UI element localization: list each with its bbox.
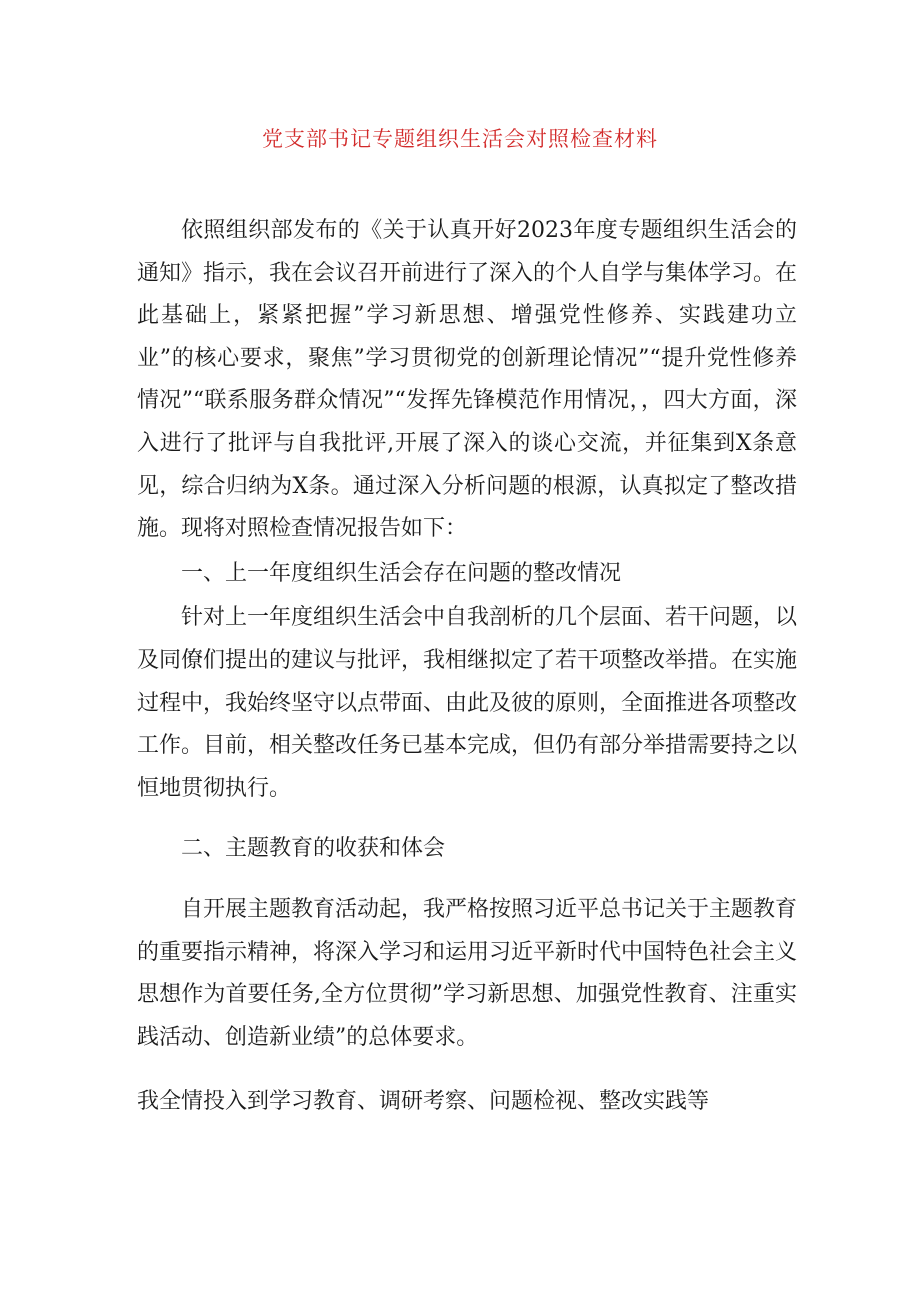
section-heading-2: 二、主题教育的收获和体会 xyxy=(181,836,446,862)
section-paragraph-1: 针对上一年度组织生活会中自我剖析的几个层面、若干问题，以及同僚们提出的建议与批评，我相继拟定了若干项整改举措。在实施过程中，我始终坚守以点带面、由此及彼的原则，全面推进各项整改工作。目前，相关整改任务已基本完成，但仍有部分举措需要持之以恒地贯彻执行。 xyxy=(137,605,798,801)
section-heading-1: 一、上一年度组织生活会存在问题的整改情况 xyxy=(181,560,622,586)
trailing-paragraph: 我全情投入到学习教育、调研考察、问题检视、整改实践等 xyxy=(137,1089,710,1115)
intro-paragraph: 依照组织部发布的《关于认真开好2023年度专题组织生活会的通知》指示，我在会议召开前进行了深入的个人自学与集体学习。在此基础上，紧紧把握”学习新思想、增强党性修养、实践建功立业”的核心要求，聚焦”学习贯彻党的创新理论情况”“提升党性修养情况”“联系服务群众情况”“发挥先锋模范作用情况，，四大方面，深入进行了批评与自我批评,开展了深入的谈心交流，并征集到X条意见，综合归纳为X条。通过深入分析问题的根源，认真拟定了整改措施。现将对照检查情况报告如下： xyxy=(137,218,798,542)
document-title: 党支部书记专题组织生活会对照检查材料 xyxy=(262,127,658,151)
section-paragraph-2: 自开展主题教育活动起，我严格按照习近平总书记关于主题教育的重要指示精神，将深入学习和运用习近平新时代中国特色社会主义思想作为首要任务,全方位贯彻”学习新思想、加强党性教育、注重实践活动、创造新业绩”的总体要求。 xyxy=(137,896,798,1050)
document-body xyxy=(137,210,797,1124)
